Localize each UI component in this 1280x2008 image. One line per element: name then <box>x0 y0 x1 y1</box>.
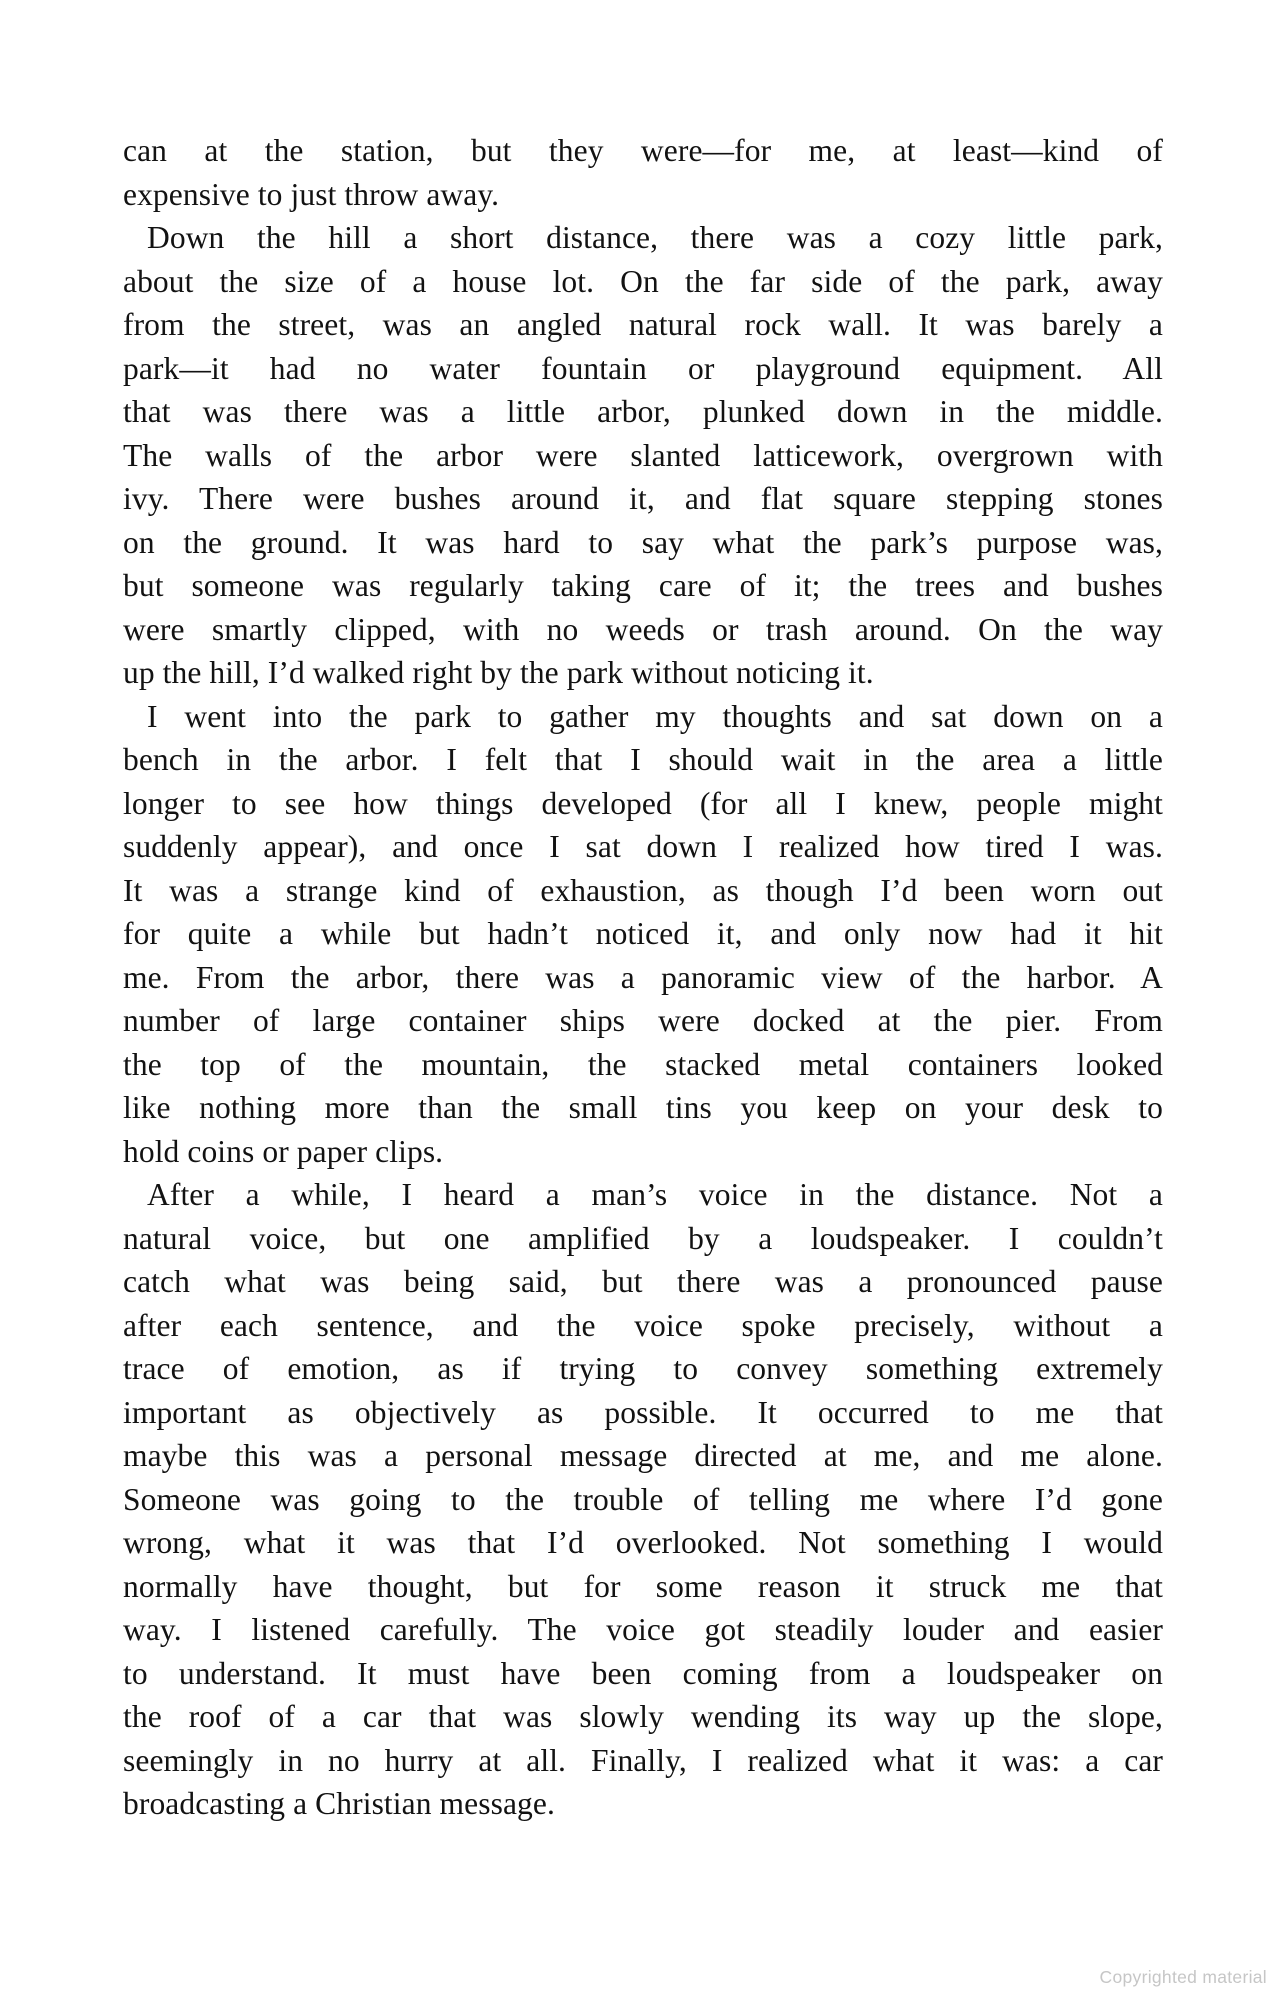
text-line: on the ground. It was hard to say what the park’s purpose was, <box>123 524 1163 560</box>
text-line: trace of emotion, as if trying to convey something extremely <box>123 1351 1163 1386</box>
text-line: but someone was regularly taking care of it; the trees and bushes <box>123 568 1163 603</box>
text-line: wrong, what it was that I’d overlooked. Not something I would <box>123 1525 1163 1560</box>
text-line: the top of the mountain, the stacked metal containers looked <box>123 1046 1163 1082</box>
text-line: natural voice, but one amplified by a loudspeaker. I couldn’t <box>123 1220 1163 1256</box>
text-line: broadcasting a Christian message. <box>123 1786 555 1821</box>
text-line: like nothing more than the small tins you keep on your desk to <box>123 1090 1163 1125</box>
paragraph <box>123 695 1163 1174</box>
text-line: can at the station, but they were—for me, at least—kind of <box>123 133 1163 168</box>
text-line: expensive to just throw away. <box>123 176 500 212</box>
text-line: longer to see how things developed (for all I knew, people might <box>123 785 1163 821</box>
paragraph <box>123 129 1163 216</box>
page-text-block <box>123 129 1163 1826</box>
text-line: park—it had no water fountain or playground equipment. All <box>123 350 1163 386</box>
text-line: after each sentence, and the voice spoke precisely, without a <box>123 1307 1163 1343</box>
text-line: up the hill, I’d walked right by the park without noticing it. <box>123 655 874 690</box>
text-line: After a while, I heard a man’s voice in the distance. Not a <box>147 1177 1163 1212</box>
copyright-watermark: Copyrighted material <box>1099 1967 1267 1987</box>
text-line: catch what was being said, but there was a pronounced pause <box>123 1264 1163 1299</box>
paragraph <box>123 1173 1163 1826</box>
text-line: Down the hill a short distance, there was a cozy little park, <box>147 220 1163 255</box>
text-line: suddenly appear), and once I sat down I realized how tired I was. <box>123 829 1163 864</box>
text-line: Someone was going to the trouble of telling me where I’d gone <box>123 1481 1163 1517</box>
text-line: for quite a while but hadn’t noticed it, and only now had it hit <box>123 916 1163 951</box>
text-line: bench in the arbor. I felt that I should wait in the area a little <box>123 742 1163 777</box>
paragraph <box>123 216 1163 695</box>
text-line: The walls of the arbor were slanted latticework, overgrown with <box>123 437 1163 473</box>
text-line: seemingly in no hurry at all. Finally, I realized what it was: a car <box>123 1742 1163 1778</box>
text-line: the roof of a car that was slowly wending its way up the slope, <box>123 1699 1163 1734</box>
text-line: about the size of a house lot. On the far side of the park, away <box>123 263 1163 299</box>
text-line: were smartly clipped, with no weeds or trash around. On the way <box>123 611 1163 647</box>
text-line: way. I listened carefully. The voice got steadily louder and easier <box>123 1612 1163 1647</box>
text-line: that was there was a little arbor, plunked down in the middle. <box>123 394 1163 429</box>
text-line: to understand. It must have been coming from a loudspeaker on <box>123 1655 1163 1691</box>
text-line: me. From the arbor, there was a panoramic view of the harbor. A <box>123 959 1163 995</box>
text-line: hold coins or paper clips. <box>123 1133 444 1169</box>
text-line: maybe this was a personal message directed at me, and me alone. <box>123 1438 1163 1473</box>
text-line: important as objectively as possible. It occurred to me that <box>123 1394 1163 1430</box>
text-line: number of large container ships were docked at the pier. From <box>123 1003 1163 1038</box>
text-line: normally have thought, but for some reason it struck me that <box>123 1568 1163 1604</box>
text-line: I went into the park to gather my thoughts and sat down on a <box>147 698 1163 734</box>
text-line: from the street, was an angled natural rock wall. It was barely a <box>123 307 1163 342</box>
text-line: ivy. There were bushes around it, and flat square stepping stones <box>123 481 1163 516</box>
text-line: It was a strange kind of exhaustion, as though I’d been worn out <box>123 872 1163 908</box>
